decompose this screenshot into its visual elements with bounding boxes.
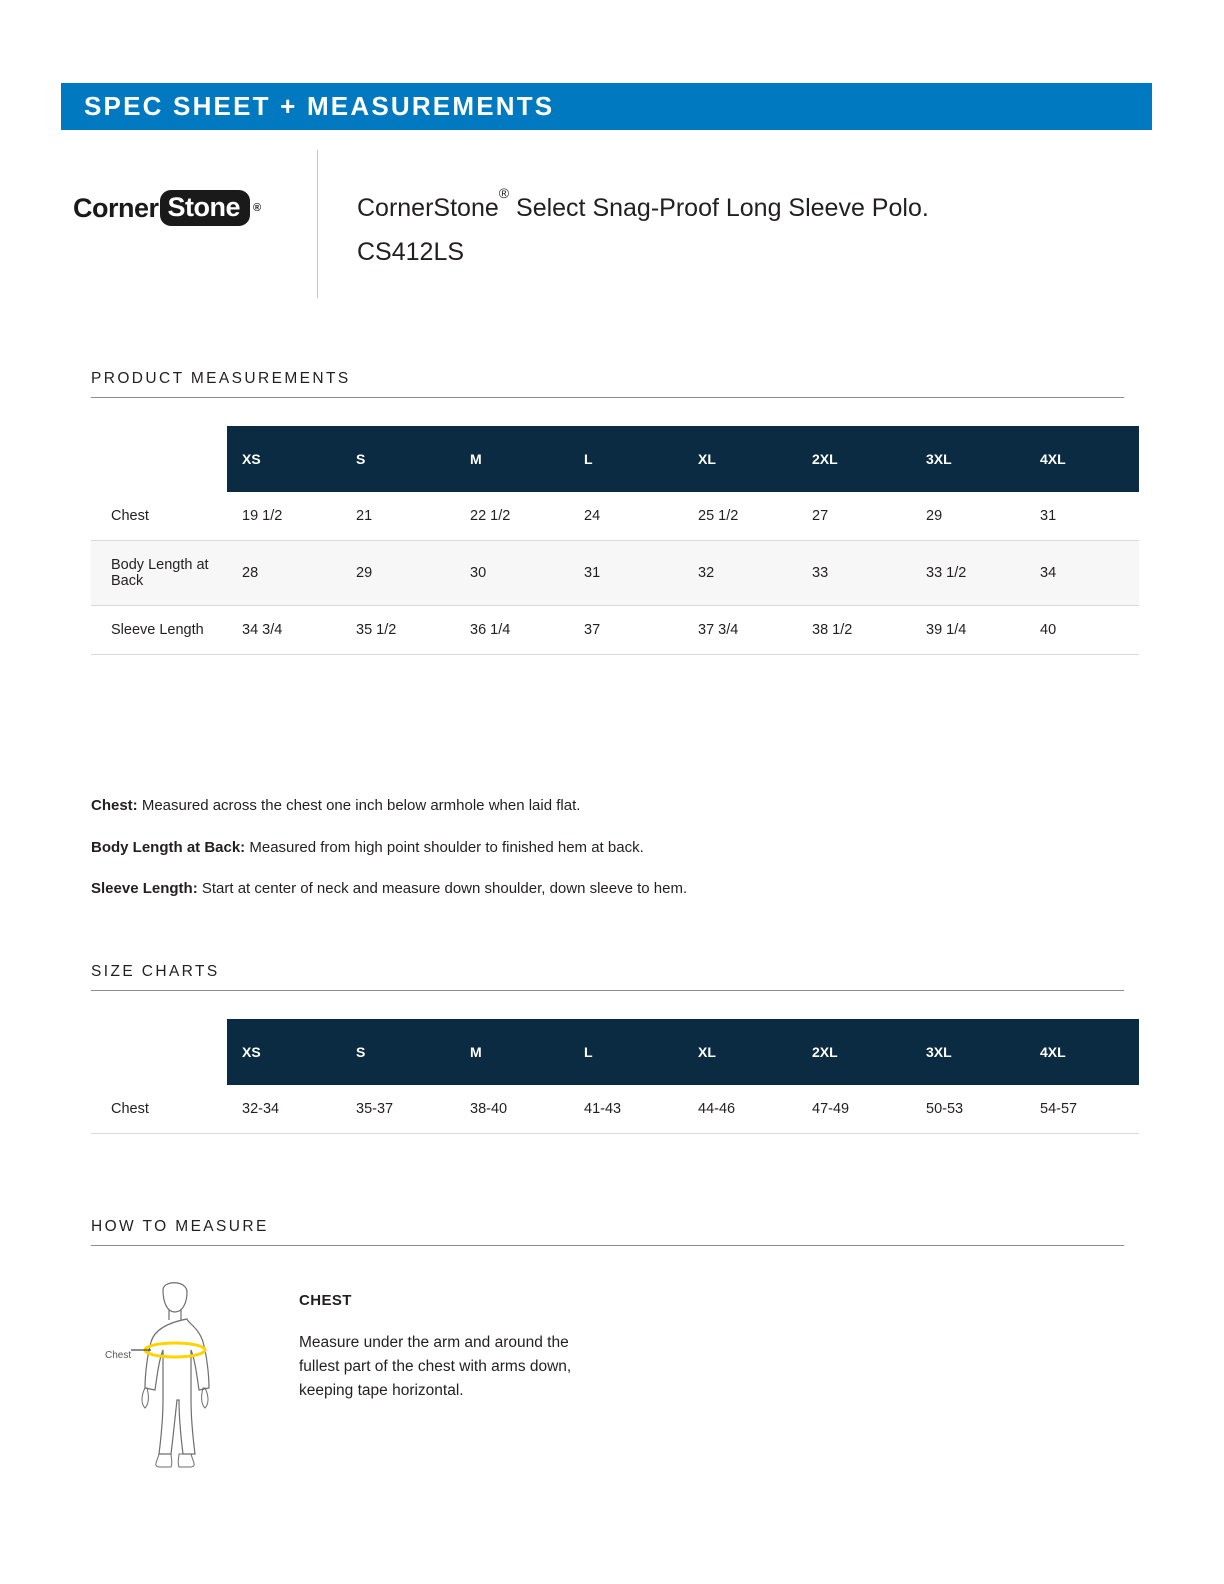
- cell: 24: [569, 492, 683, 541]
- figure-chest-label: Chest: [105, 1350, 132, 1361]
- note-body-length: [91, 838, 1124, 858]
- cell: 33 1/2: [911, 541, 1025, 606]
- measurement-notes: [91, 796, 1124, 921]
- column-header: [91, 1019, 227, 1085]
- cornerstone-logo: [73, 190, 293, 234]
- table-row: [91, 1085, 1139, 1134]
- cell: 32: [683, 541, 797, 606]
- note-sleeve-length: [91, 879, 1124, 899]
- column-header-l: L: [569, 426, 683, 492]
- column-header-xl: XL: [683, 1019, 797, 1085]
- cell: 37: [569, 606, 683, 655]
- row-label-sleeve-length: Sleeve Length: [91, 606, 227, 655]
- page-title: SPEC SHEET + MEASUREMENTS: [84, 91, 555, 121]
- note-text: Start at center of neck and measure down shoulder, down sleeve to hem.: [197, 880, 688, 897]
- cell: 38 1/2: [797, 606, 911, 655]
- row-label-body-length: Body Length at Back: [91, 541, 227, 606]
- note-term: Sleeve Length:: [91, 880, 198, 897]
- cell: 39 1/4: [911, 606, 1025, 655]
- column-header-s: S: [341, 426, 455, 492]
- product-info: [357, 184, 1117, 267]
- product-measurements-table: [91, 426, 1139, 655]
- column-header-l: L: [569, 1019, 683, 1085]
- how-to-measure-title: HOW TO MEASURE: [91, 1218, 1124, 1246]
- cell: 37 3/4: [683, 606, 797, 655]
- note-text: Measured from high point shoulder to finished hem at back.: [245, 838, 644, 856]
- cell: 25 1/2: [683, 492, 797, 541]
- cell: 21: [341, 492, 455, 541]
- cell: 35-37: [341, 1085, 455, 1134]
- cell: 50-53: [911, 1085, 1025, 1134]
- measure-figure: [91, 1272, 291, 1477]
- cell: 35 1/2: [341, 606, 455, 655]
- cell: 30: [455, 541, 569, 606]
- cell: 33: [797, 541, 911, 606]
- cell: 31: [569, 541, 683, 606]
- product-name: [357, 184, 1117, 226]
- brand-product-row: [61, 150, 1152, 300]
- table-row: [91, 492, 1139, 541]
- cell: 28: [227, 541, 341, 606]
- column-header-m: M: [455, 426, 569, 492]
- column-header-3xl: 3XL: [911, 426, 1025, 492]
- row-label-chest: Chest: [91, 1085, 227, 1134]
- cell: 41-43: [569, 1085, 683, 1134]
- cell: 40: [1025, 606, 1139, 655]
- column-header-2xl: 2XL: [797, 426, 911, 492]
- product-name-registered: ®: [498, 184, 510, 201]
- table-header-row: [91, 1019, 1139, 1085]
- size-charts-table: [91, 1019, 1139, 1134]
- how-to-measure-text: [299, 1272, 599, 1477]
- column-header-2xl: 2XL: [797, 1019, 911, 1085]
- cell: 36 1/4: [455, 606, 569, 655]
- note-text: Measured across the chest one inch below armhole when laid flat.: [137, 797, 581, 814]
- cell: 47-49: [797, 1085, 911, 1134]
- product-name-brand: CornerStone: [357, 194, 499, 222]
- column-header-4xl: 4XL: [1025, 426, 1139, 492]
- cell: 29: [341, 541, 455, 606]
- how-to-measure-description: Measure under the arm and around the fullest part of the chest with arms down, keeping tape horizontal.: [299, 1334, 572, 1400]
- column-header-xs: XS: [227, 426, 341, 492]
- cell: 54-57: [1025, 1085, 1139, 1134]
- how-to-measure-section: [91, 1218, 1124, 1246]
- table-row: [91, 606, 1139, 655]
- size-charts-section: [91, 963, 1124, 1134]
- table-header-row: [91, 426, 1139, 492]
- logo-text-corner: Corner: [73, 192, 159, 223]
- cell: 22 1/2: [455, 492, 569, 541]
- cell: 29: [911, 492, 1025, 541]
- cell: 31: [1025, 492, 1139, 541]
- column-header: [91, 426, 227, 492]
- column-header-xs: XS: [227, 1019, 341, 1085]
- product-style-number: CS412LS: [357, 237, 465, 266]
- how-to-measure-body: [91, 1272, 1124, 1477]
- column-header-m: M: [455, 1019, 569, 1085]
- logo-registered-mark: ®: [253, 202, 261, 214]
- note-term: Body Length at Back:: [91, 838, 246, 856]
- product-measurements-title: PRODUCT MEASUREMENTS: [91, 370, 1124, 398]
- cell: 27: [797, 492, 911, 541]
- table-row: [91, 541, 1139, 606]
- product-name-rest: Select Snag-Proof Long Sleeve Polo.: [509, 194, 929, 222]
- product-measurements-section: [91, 370, 1124, 655]
- note-term: Chest:: [91, 797, 138, 814]
- brand-divider: [317, 150, 318, 298]
- column-header-s: S: [341, 1019, 455, 1085]
- cell: 34: [1025, 541, 1139, 606]
- cell: 19 1/2: [227, 492, 341, 541]
- column-header-4xl: 4XL: [1025, 1019, 1139, 1085]
- column-header-xl: XL: [683, 426, 797, 492]
- how-to-measure-heading: CHEST: [299, 1292, 352, 1309]
- cell: 34 3/4: [227, 606, 341, 655]
- logo-text-stone: Stone: [160, 190, 251, 226]
- row-label-chest: Chest: [91, 492, 227, 541]
- size-charts-title: SIZE CHARTS: [91, 963, 1124, 991]
- body-figure-icon: [91, 1272, 291, 1472]
- note-chest: [91, 796, 1124, 816]
- page-header-bar: [61, 83, 1152, 130]
- column-header-3xl: 3XL: [911, 1019, 1025, 1085]
- cell: 44-46: [683, 1085, 797, 1134]
- cell: 32-34: [227, 1085, 341, 1134]
- cell: 38-40: [455, 1085, 569, 1134]
